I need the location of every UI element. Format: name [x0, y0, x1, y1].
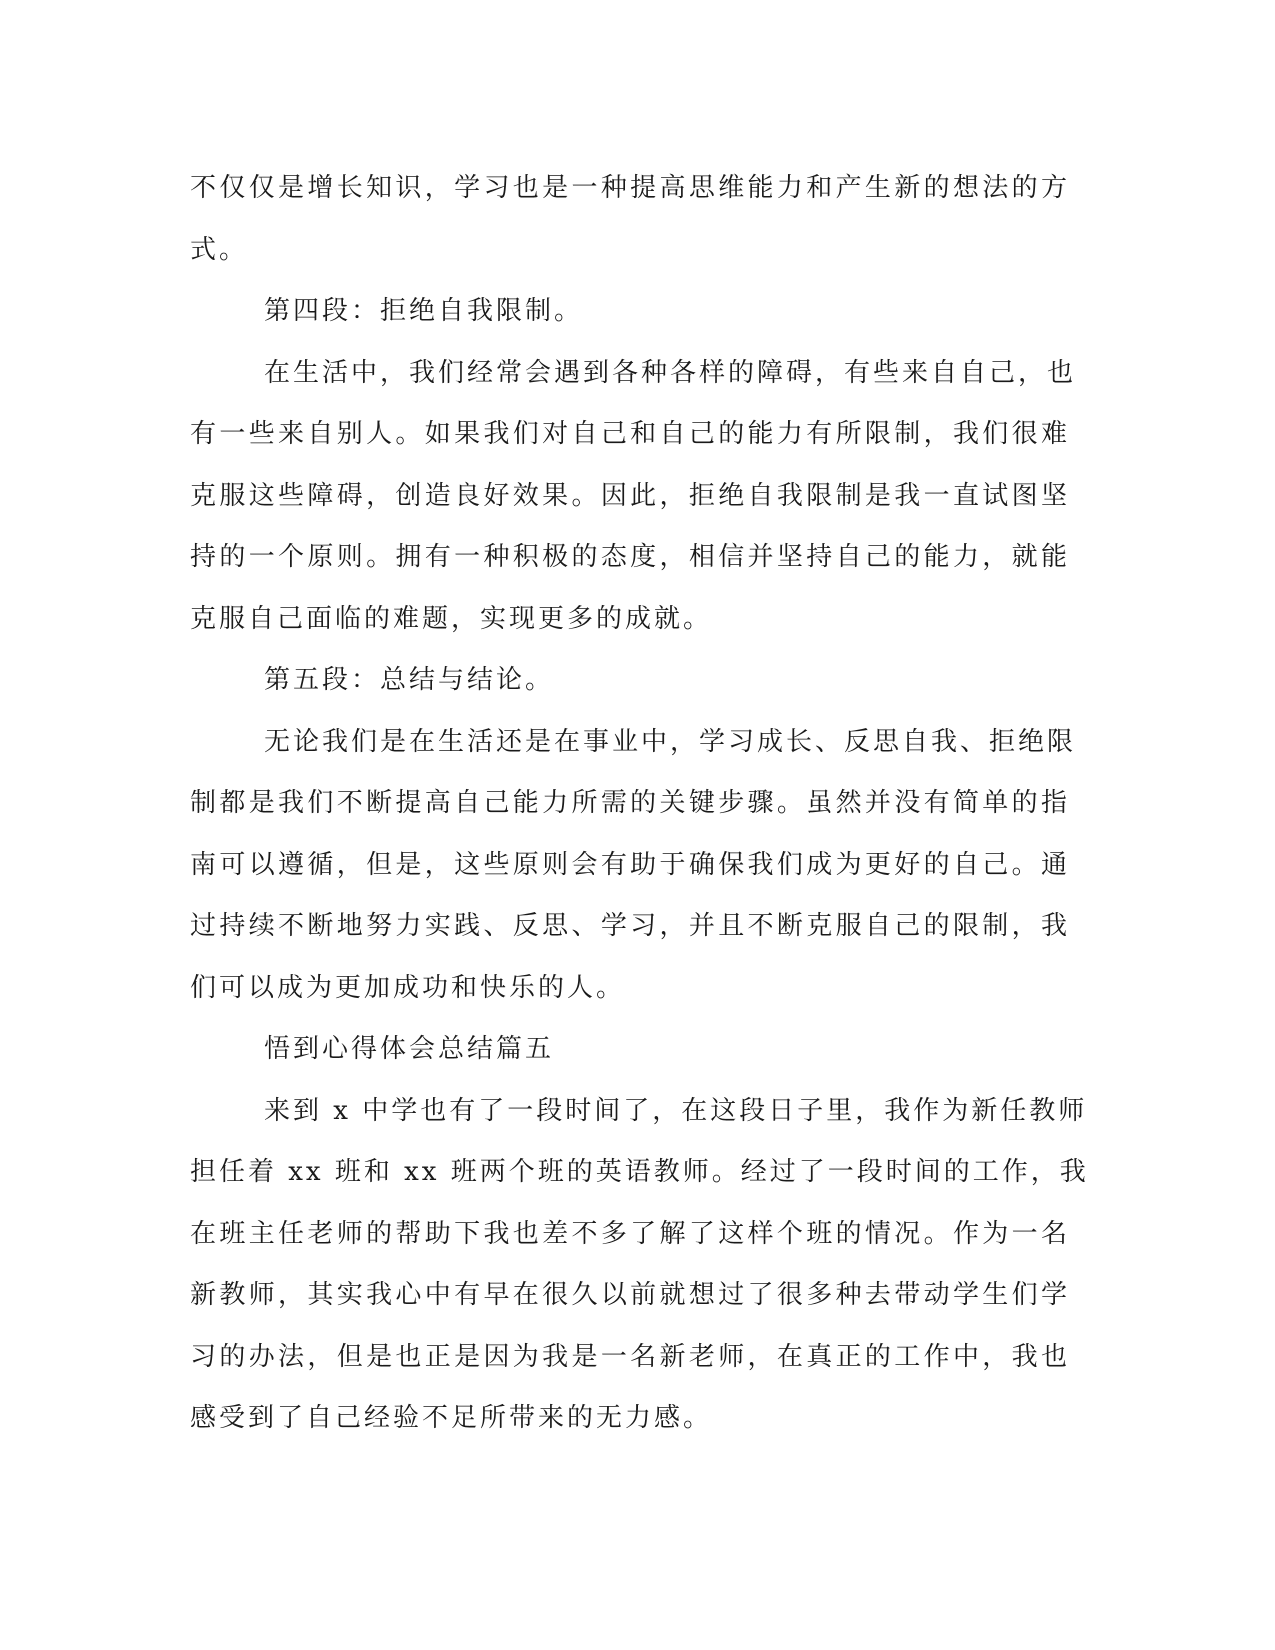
- text-line: 持的一个原则。拥有一种积极的态度，相信并坚持自己的能力，就能: [190, 542, 1070, 572]
- text-line: 式。: [190, 234, 249, 265]
- paragraph-first-line: 无论我们是在生活还是在事业中，学习成长、反思自我、拒绝限: [264, 726, 1077, 757]
- paragraph-first-line: 在生活中，我们经常会遇到各种各样的障碍，有些来自自己，也: [264, 357, 1077, 388]
- text-line: 南可以遵循，但是，这些原则会有助于确保我们成为更好的自己。通: [190, 849, 1070, 880]
- text-line: 习的办法，但是也正是因为我是一名新老师，在真正的工作中，我也: [190, 1341, 1070, 1372]
- paragraph-first-line: 悟到心得体会总结篇五: [264, 1034, 555, 1064]
- paragraph-first-line: 第四段：拒绝自我限制。: [264, 296, 584, 326]
- text-line: 在班主任老师的帮助下我也差不多了解了这样个班的情况。作为一名: [190, 1218, 1070, 1249]
- document-body: [190, 158, 1089, 1450]
- text-line: 们可以成为更加成功和快乐的人。: [190, 972, 626, 1003]
- text-line: 过持续不断地努力实践、反思、学习，并且不断克服自己的限制，我: [190, 911, 1070, 941]
- text-line: 制都是我们不断提高自己能力所需的关键步骤。虽然并没有简单的指: [190, 788, 1070, 818]
- text-line: 不仅仅是增长知识，学习也是一种提高思维能力和产生新的想法的方: [190, 173, 1070, 203]
- text-line: 有一些来自别人。如果我们对自己和自己的能力有所限制，我们很难: [190, 419, 1070, 449]
- paragraph-first-line: 来到 x 中学也有了一段时间了，在这段日子里，我作为新任教师: [264, 1095, 1088, 1126]
- paragraph-first-line: 第五段：总结与结论。: [264, 665, 555, 695]
- text-line: 克服自己面临的难题，实现更多的成就。: [190, 603, 713, 634]
- text-line: 感受到了自己经验不足所带来的无力感。: [190, 1403, 713, 1433]
- text-line: 新教师，其实我心中有早在很久以前就想过了很多种去带动学生们学: [190, 1280, 1070, 1310]
- text-line: 克服这些障碍，创造良好效果。因此，拒绝自我限制是我一直试图坚: [190, 480, 1070, 511]
- text-line: 担任着 xx 班和 xx 班两个班的英语教师。经过了一段时间的工作，我: [190, 1157, 1089, 1187]
